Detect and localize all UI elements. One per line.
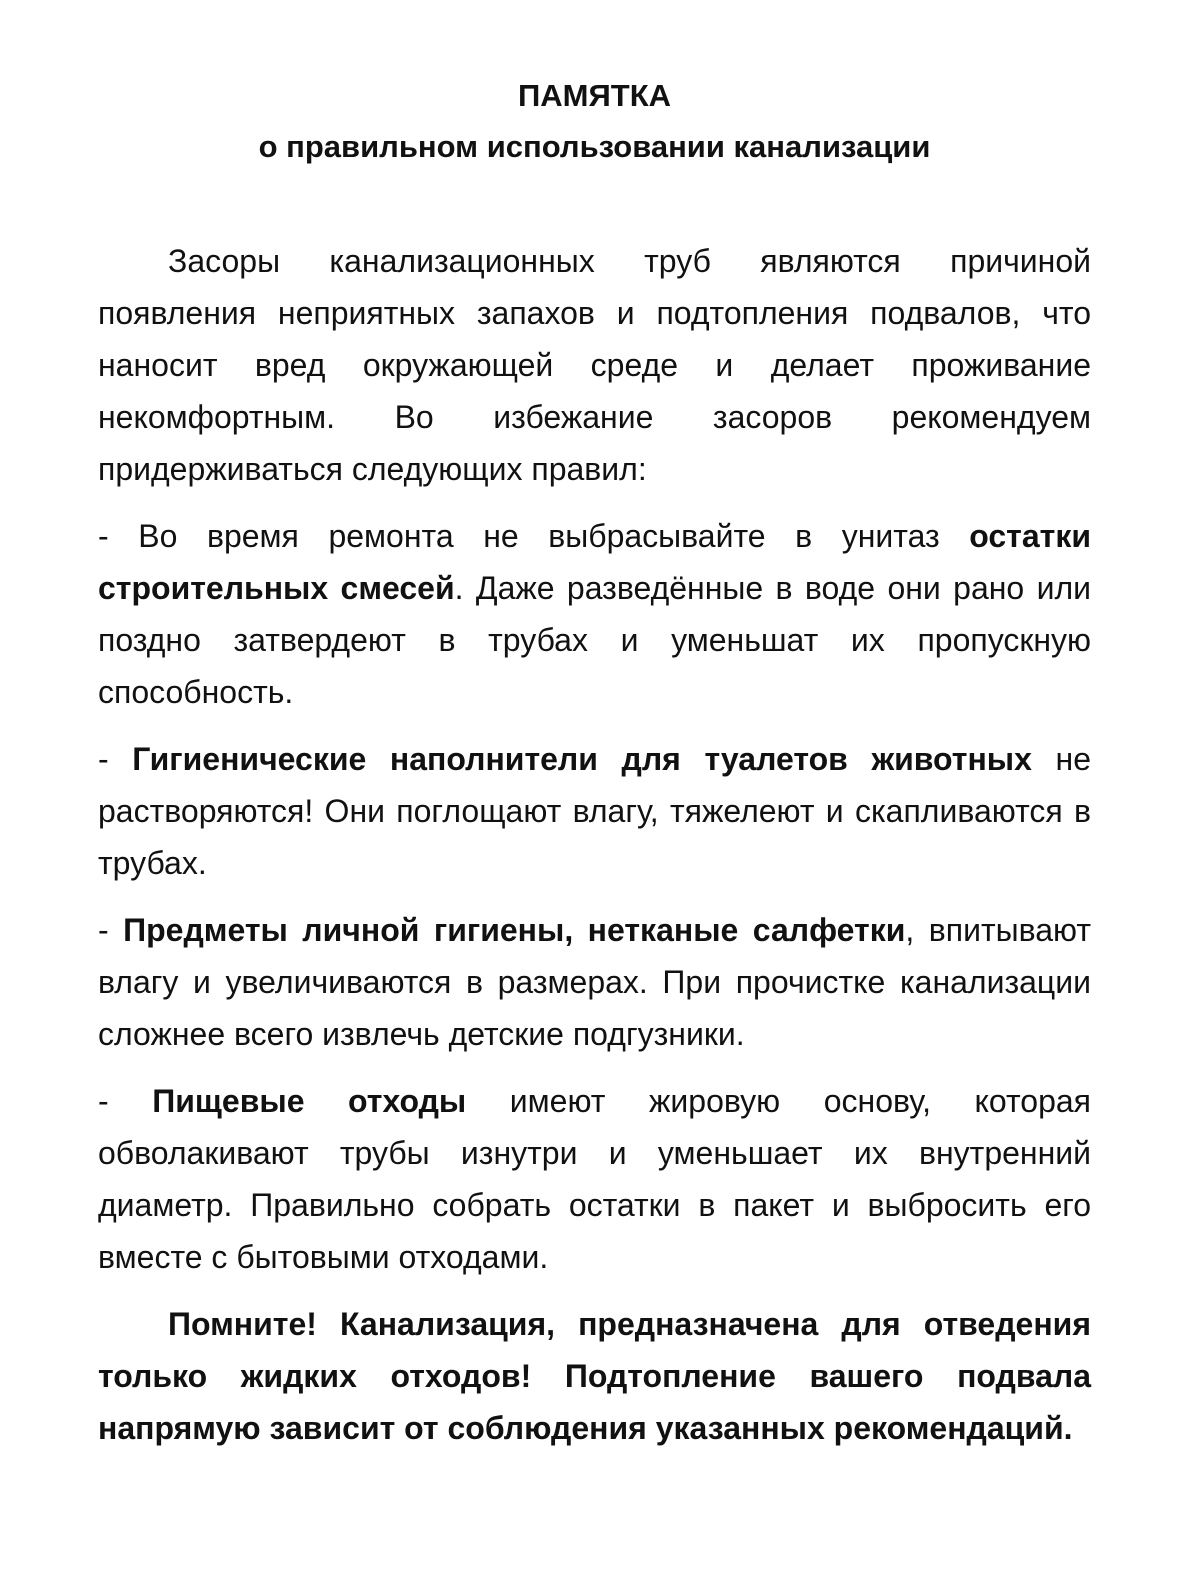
rule-text: не растворяются! Они поглощают влагу, тяжелеют и скапливаются в трубах. [98, 741, 1092, 881]
reminder-paragraph: Помните! Канализация, предназначена для отведения только жидких отходов! Подтопление вашего подвала напрямую зависит от соблюдения указанных рекомендаций. [98, 1306, 1091, 1446]
rule-lead: остатки строительных смесей [98, 518, 1091, 606]
rule-text: , впитывают влагу и увеличиваются в размерах. При прочистке канализации сложнее всего извлечь детские подгузники. [98, 912, 1092, 1052]
rule-prefix: - [98, 741, 133, 777]
rule-prefix: - [98, 912, 124, 948]
rule-text: имеют жировую основу, которая обволакивают трубы изнутри и уменьшает их внутренний диаметр. Правильно собрать остатки в пакет и выбросить его вместе с бытовыми отходами. [98, 1083, 1091, 1275]
rule-item-3 [98, 904, 1091, 1060]
rule-text: . Даже разведённые в воде они рано или поздно затвердеют в трубах и уменьшат их пропускную способность. [98, 570, 1092, 710]
rule-item-1 [98, 510, 1091, 718]
rule-lead: Предметы личной гигиены, нетканые салфетки [123, 912, 906, 948]
title-block [98, 70, 1091, 172]
rule-prefix: - Во время ремонта не выбрасывайте в унитаз [98, 518, 970, 554]
document-page [98, 70, 1091, 1454]
document-subtitle: о правильном использовании канализации [258, 129, 931, 164]
rule-item-2 [98, 733, 1091, 889]
rule-lead: Пищевые отходы [152, 1083, 467, 1119]
intro-paragraph: Засоры канализационных труб являются причиной появления неприятных запахов и подтопления подвалов, что наносит вред окружающей среде и делает проживание некомфортным. Во избежание засоров рекомендуем придерживаться следующих правил: [98, 243, 1091, 487]
rule-prefix: - [98, 1083, 153, 1119]
rule-item-4 [98, 1075, 1091, 1283]
document-title: ПАМЯТКА [517, 78, 672, 113]
rule-lead: Гигиенические наполнители для туалетов животных [132, 741, 1032, 777]
